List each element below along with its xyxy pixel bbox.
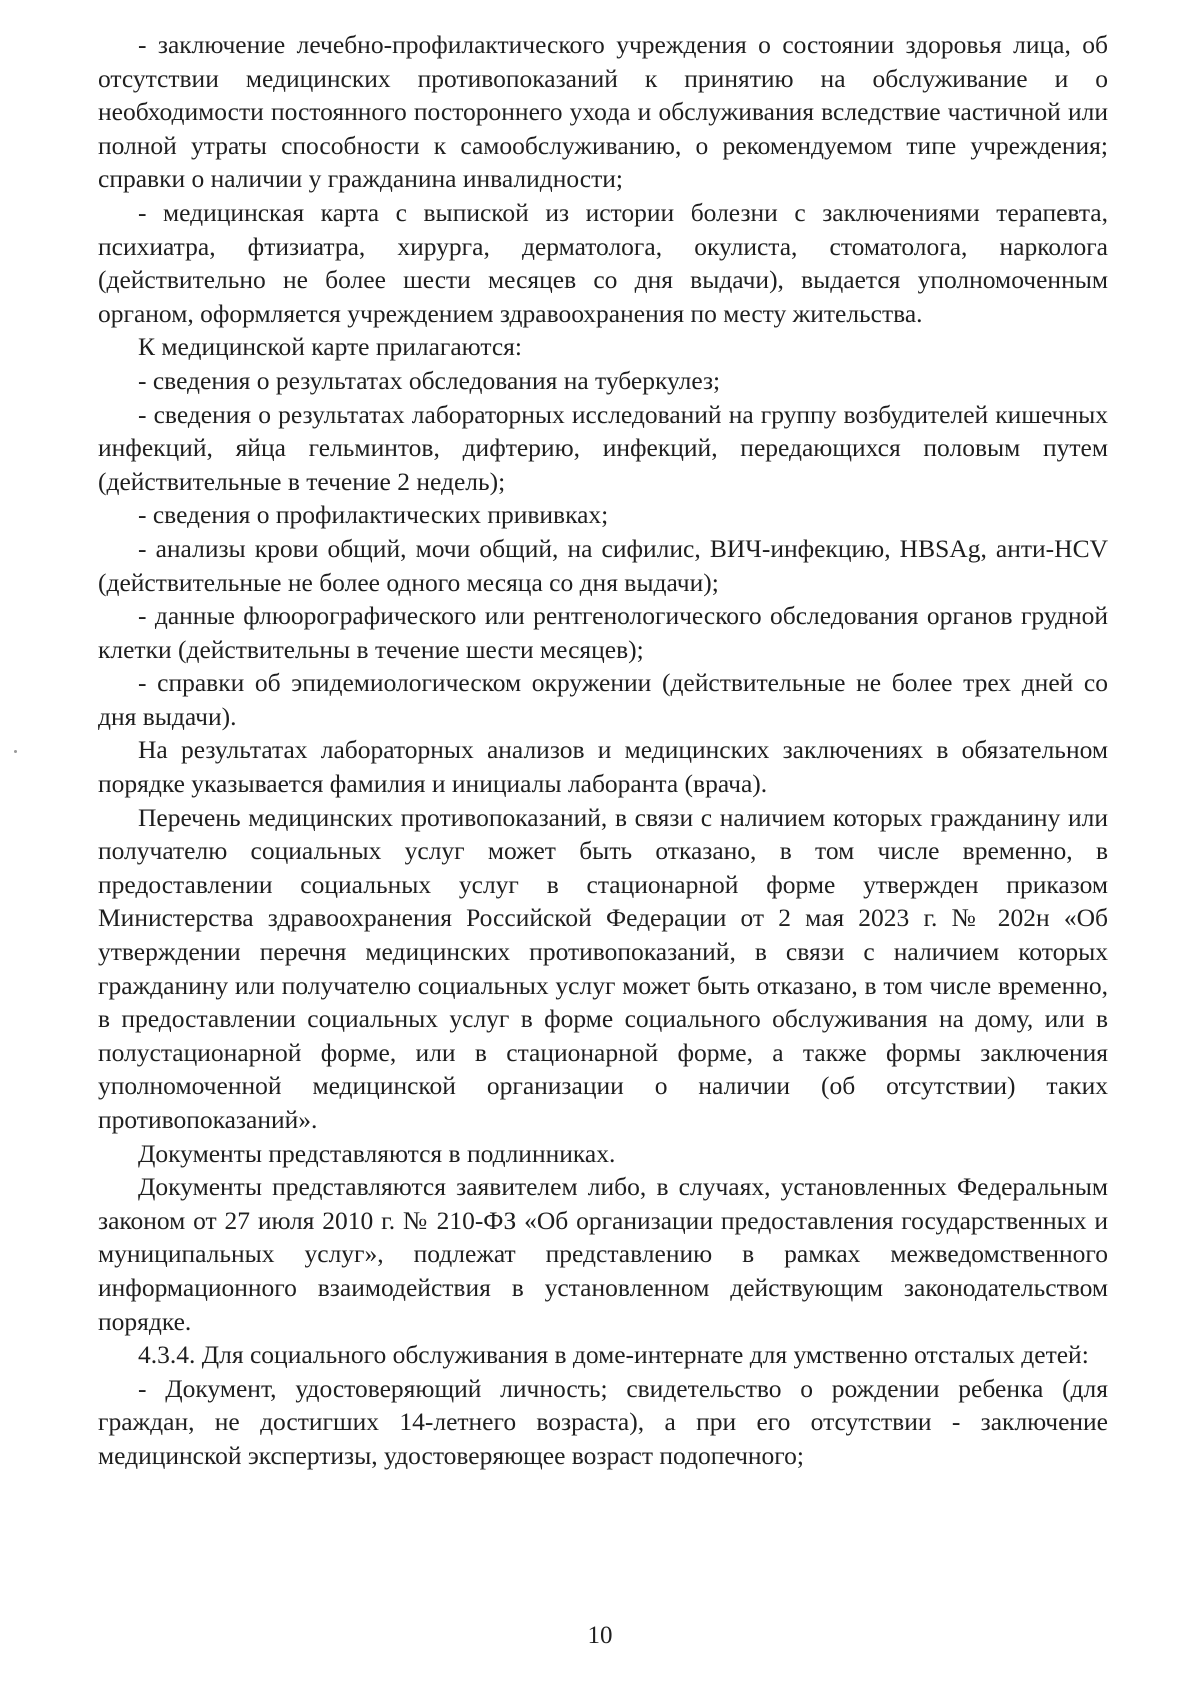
paragraph-contraindications-list: Перечень медицинских противопоказаний, в связи с наличием которых гражданину или получателю социальных услуг может быть отказано, в том числе временно, в предоставлении социальных услуг в стационарной форме утвержден приказом Министерства здравоохранения Российской Федерации от 2 мая 2023 г. № 202н «Об утверждении перечня медицинских противопоказаний, в связи с наличием которых гражданину или получателю социальных услуг может быть отказано, в том числе временно, в предоставлении социальных услуг в форме социального обслуживания на дому, или в полустационарной форме, или в стационарной форме, а также формы заключения уполномоченной медицинской организации о наличии (об отсутствии) таких противопоказаний». xyxy=(98,802,1108,1134)
paragraph-blood-tests: - анализы крови общий, мочи общий, на сифилис, ВИЧ-инфекцию, HBSAg, анти-HCV (действительные не более одного месяца со дня выдачи); xyxy=(98,533,1108,597)
paragraph-medical-card: - медицинская карта с выпиской из истории болезни с заключениями терапевта, психиатра, фтизиатра, хирурга, дерматолога, окулиста, стоматолога, нарколога (действительно не более шести месяцев со дня выдачи), выдается уполномоченным органом, оформляется учреждением здравоохранения по месту жительства. xyxy=(98,197,1108,328)
paragraph-tuberculosis: - сведения о результатах обследования на туберкулез; xyxy=(138,365,721,395)
paragraph-vaccinations: - сведения о профилактических прививках; xyxy=(138,500,609,530)
scan-speck xyxy=(14,750,17,753)
paragraph-lab-assistant-name: На результатах лабораторных анализов и медицинских заключениях в обязательном порядке указывается фамилия и инициалы лаборанта (врача). xyxy=(98,735,1108,799)
page-number: 10 xyxy=(587,1622,613,1649)
document-body xyxy=(98,28,1108,1473)
paragraph-identity-document: - Документ, удостоверяющий личность; свидетельство о рождении ребенка (для граждан, не достигших 14-летнего возраста), а при его отсутствии - заключение медицинской экспертизы, удостоверяющее возраст подопечного; xyxy=(98,1373,1108,1470)
paragraph-epidemiology: - справки об эпидемиологическом окружении (действительные не более трех дней со дня выдачи). xyxy=(98,668,1108,731)
paragraph-card-attachments-heading: К медицинской карте прилагаются: xyxy=(138,332,522,362)
paragraph-section-4-3-4: 4.3.4. Для социального обслуживания в доме-интернате для умственно отсталых детей: xyxy=(138,1340,1089,1370)
paragraph-submission: Документы представляются заявителем либо, в случаях, установленных Федеральным законом от 27 июля 2010 г. № 210-ФЗ «Об организации предоставления государственных и муниципальных услуг», подлежат представлению в рамках межведомственного информационного взаимодействия в установленном действующим законодательством порядке. xyxy=(98,1172,1108,1336)
paragraph-lab-research: - сведения о результатах лабораторных исследований на группу возбудителей кишечных инфекций, яйца гельминтов, дифтерию, инфекций, передающихся половым путем (действительные в течение 2 недель); xyxy=(98,399,1108,496)
paragraph-originals: Документы представляются в подлинниках. xyxy=(138,1138,616,1168)
paragraph-health-conclusion: - заключение лечебно-профилактического учреждения о состоянии здоровья лица, об отсутствии медицинских противопоказаний к принятию на обслуживание и о необходимости постоянного постороннего ухода и обслуживания вследствие частичной или полной утраты способности к самообслуживанию, о рекомендуемом типе учреждения; справки о наличии у гражданина инвалидности; xyxy=(98,30,1108,194)
paragraph-fluorography: - данные флюорографического или рентгенологического обследования органов грудной клетки (действительны в течение шести месяцев); xyxy=(98,601,1108,664)
